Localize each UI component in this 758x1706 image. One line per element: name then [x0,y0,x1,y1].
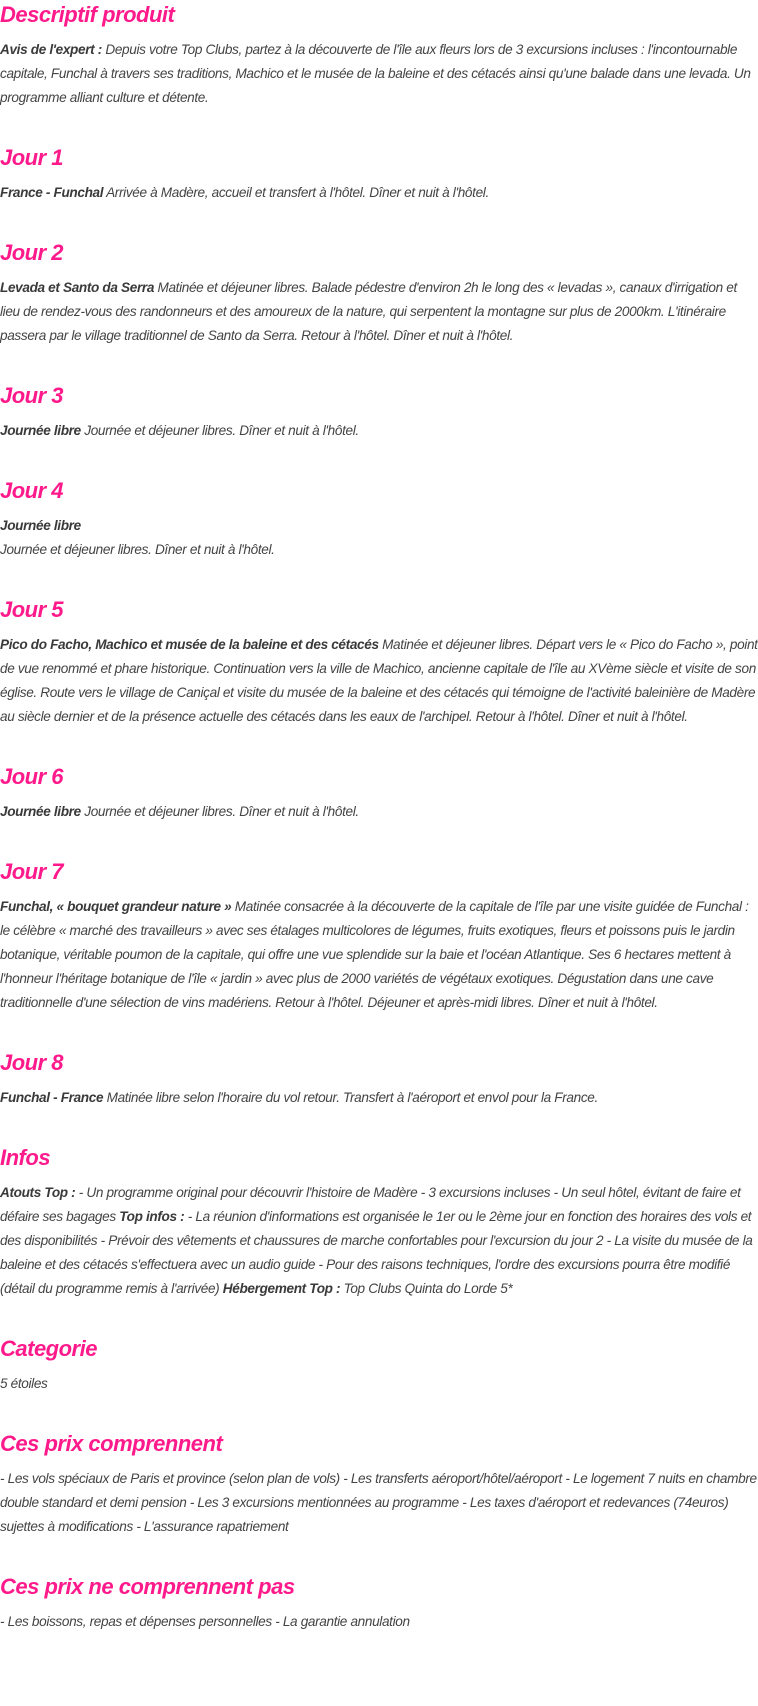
section-body: Arrivée à Madère, accueil et transfert à l'hôtel. Dîner et nuit à l'hôtel. [103,185,489,200]
section-jour-4 [0,476,758,562]
section-infos [0,1143,758,1301]
section-lead: Journée libre [0,423,81,438]
section-jour-1 [0,143,758,205]
section-body: Journée et déjeuner libres. Dîner et nuit à l'hôtel. [80,804,359,819]
hebergement-label: Hébergement Top : [222,1281,341,1296]
section-text: 5 étoiles [0,1376,48,1391]
section-lead: Journée libre [0,518,81,533]
top-infos-text: - La réunion d'informations est organisée le 1er ou le 2ème jour en fonction des horaires des vols et des disponibilités - Prévoir des vêtements et chaussures de marche confortables pour l'excursion du jour 2 - La visite du musée de la baleine et des cétacés s'effectuera avec un audio guide - Pour des raisons techniques, l'ordre des excursions pourra être modifié (détail du programme remis à l'arrivée) [0,1209,753,1296]
section-descriptif [0,0,758,110]
section-jour-2 [0,238,758,348]
section-lead: Funchal, « bouquet grandeur nature » [0,899,232,914]
section-jour-3 [0,381,758,443]
section-text [0,1086,758,1110]
section-text [0,895,758,1015]
section-lead: France - Funchal [0,185,104,200]
top-infos-label: Top infos : [119,1209,185,1224]
section-jour-6 [0,762,758,824]
section-text [0,800,758,824]
section-body: Journée et déjeuner libres. Dîner et nuit à l'hôtel. [0,542,275,557]
section-heading: Jour 1 [0,145,64,170]
section-text [0,38,758,110]
hebergement-text: Top Clubs Quinta do Lorde 5* [340,1281,513,1296]
section-heading: Jour 4 [0,478,64,503]
section-text: - Les boissons, repas et dépenses personnelles - La garantie annulation [0,1614,410,1629]
section-heading: Jour 8 [0,1050,64,1075]
section-text [0,276,758,348]
section-heading: Jour 7 [0,859,64,884]
section-lead: Pico do Facho, Machico et musée de la baleine et des cétacés [0,637,379,652]
section-categorie [0,1334,758,1396]
atouts-text: - Un programme original pour découvrir l'histoire de Madère - 3 excursions incluses - Un seul hôtel, évitant de faire et défaire ses bagages [0,1185,741,1224]
section-heading: Jour 6 [0,764,64,789]
section-body: Journée et déjeuner libres. Dîner et nuit à l'hôtel. [80,423,359,438]
section-text [0,514,758,562]
section-heading: Ces prix comprennent [0,1431,223,1456]
section-lead: Funchal - France [0,1090,104,1105]
section-text [0,633,758,729]
section-jour-8 [0,1048,758,1110]
section-heading: Jour 3 [0,383,64,408]
section-text: - Les vols spéciaux de Paris et province (selon plan de vols) - Les transferts aéroport/hôtel/aéroport - Le logement 7 nuits en chambre double standard et demi pension - Les 3 excursions mentionnées au programme - Les taxes d'aéroport et redevances (74euros) sujettes à modifications - L'assurance rapatriement [0,1471,757,1534]
section-lead: Journée libre [0,804,81,819]
section-text [0,181,758,205]
section-jour-5 [0,595,758,729]
section-text [0,419,758,443]
section-prix-ne-comprennent-pas [0,1572,758,1634]
section-lead: Avis de l'expert : [0,42,102,57]
section-body: Matinée consacrée à la découverte de la capitale de l'île par une visite guidée de Funchal : le célèbre « marché des travailleurs » avec ses étalages multicolores de légumes, fruits exotiques, fleurs et poissons puis le jardin botanique, véritable poumon de la capitale, qui offre une vue splendide sur la baie et l'océan Atlantique. Ses 6 hectares mettent à l'honneur l'héritage botanique de l'île « jardin » avec plus de 2000 variétés de végétaux exotiques. Dégustation dans une cave traditionnelle d'une sélection de vins madériens. Retour à l'hôtel. Déjeuner et après-midi libres. Dîner et nuit à l'hôtel. [0,899,749,1010]
section-heading: Infos [0,1145,51,1170]
section-heading: Descriptif produit [0,2,175,27]
section-body: Depuis votre Top Clubs, partez à la découverte de l'île aux fleurs lors de 3 excursions incluses : l'incontournable capitale, Funchal à travers ses traditions, Machico et le musée de la baleine et des cétacés ainsi qu'une balade dans une levada. Un programme alliant culture et détente. [0,42,751,105]
section-heading: Categorie [0,1336,97,1361]
atouts-label: Atouts Top : [0,1185,76,1200]
section-heading: Jour 5 [0,597,64,622]
section-text [0,1181,758,1301]
section-body: Matinée et déjeuner libres. Départ vers le « Pico do Facho », point de vue renommé et phare historique. Continuation vers la ville de Machico, ancienne capitale de l'île au XVème siècle et visite de son église. Route vers le village de Caniçal et visite du musée de la baleine et des cétacés qui témoigne de l'activité baleinière de Madère au siècle dernier et de la présence actuelle des cétacés dans les eaux de l'archipel. Retour à l'hôtel. Dîner et nuit à l'hôtel. [0,637,758,724]
section-jour-7 [0,857,758,1015]
section-body: Matinée libre selon l'horaire du vol retour. Transfert à l'aéroport et envol pour la France. [103,1090,598,1105]
section-heading: Ces prix ne comprennent pas [0,1574,295,1599]
section-heading: Jour 2 [0,240,64,265]
section-prix-comprennent [0,1429,758,1539]
section-body: Matinée et déjeuner libres. Balade pédestre d'environ 2h le long des « levadas », canaux d'irrigation et lieu de rendez-vous des randonneurs et des amoureux de la nature, qui serpentent la montagne sur plus de 2000km. L'itinéraire passera par le village traditionnel de Santo da Serra. Retour à l'hôtel. Dîner et nuit à l'hôtel. [0,280,737,343]
section-lead: Levada et Santo da Serra [0,280,155,295]
